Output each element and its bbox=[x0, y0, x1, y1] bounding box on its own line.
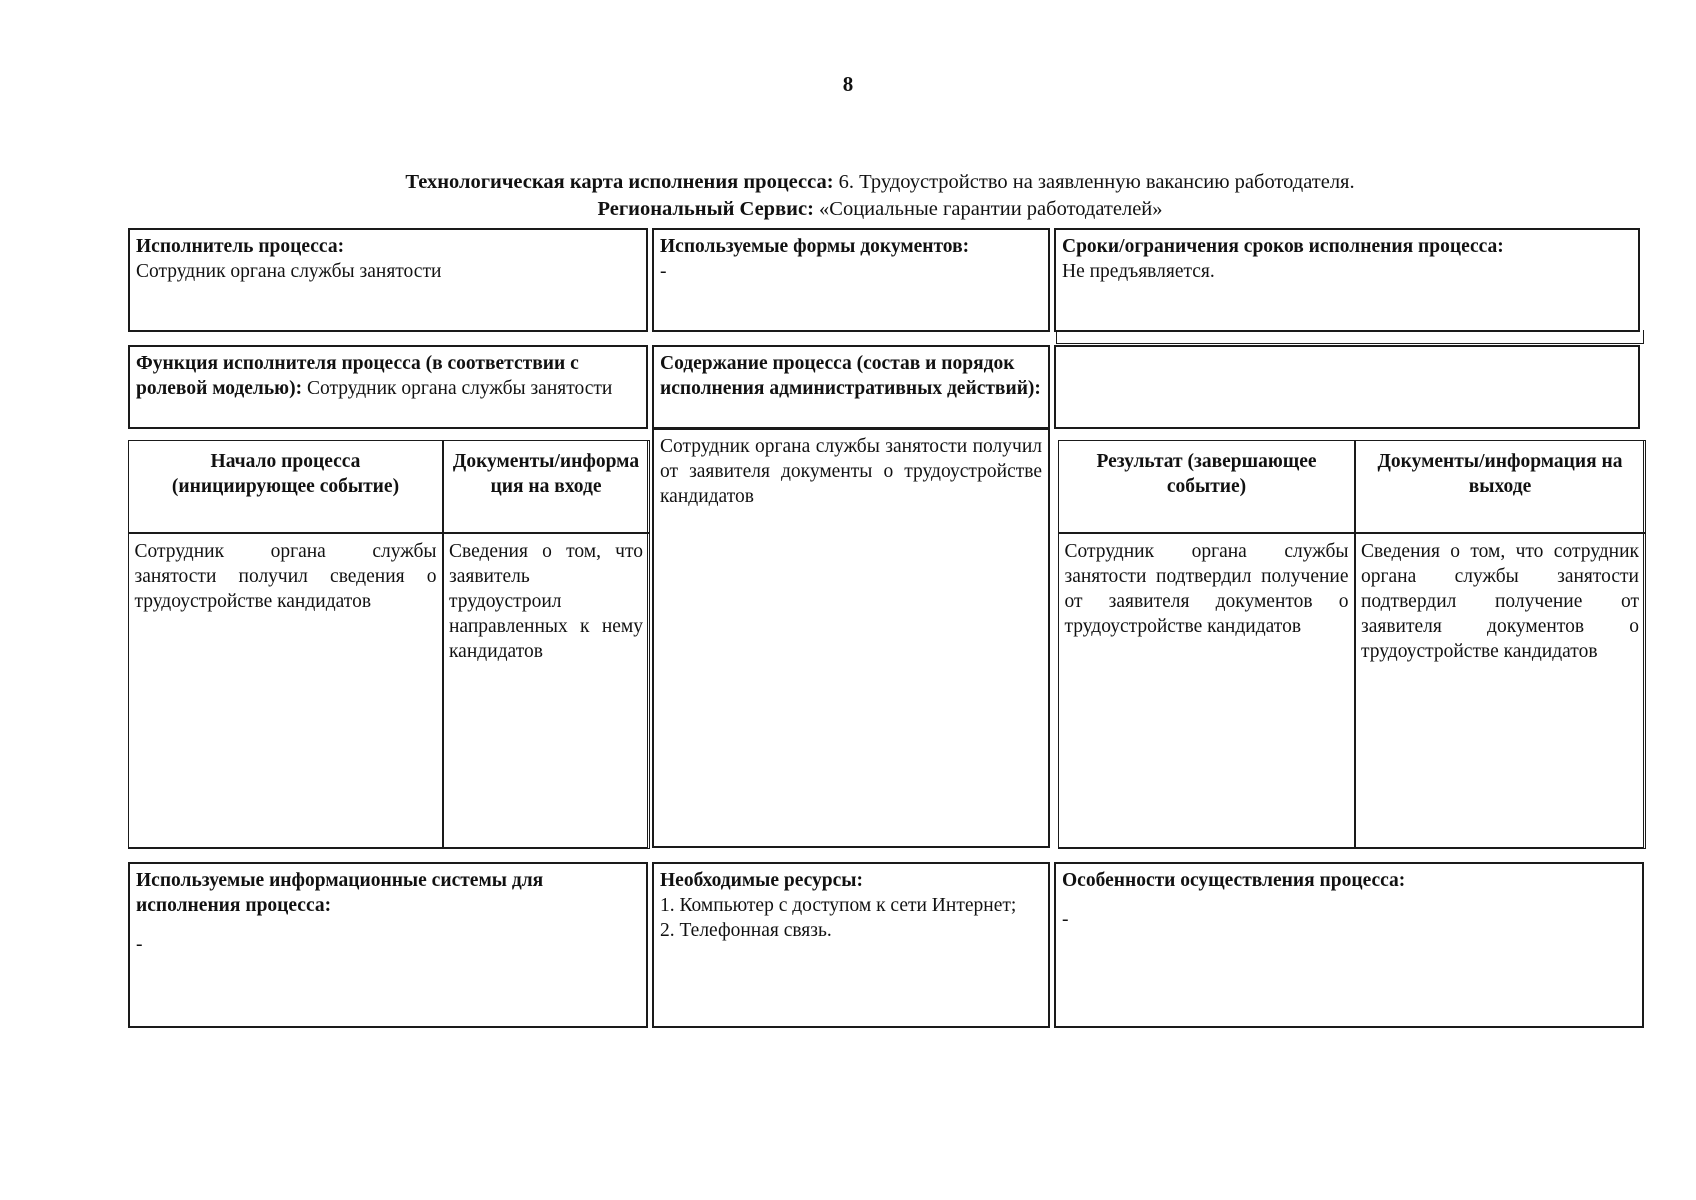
result-value: Сотрудник органа службы занятости подтвердил получение от заявителя документов о трудоустройстве кандидатов bbox=[1064, 541, 1349, 637]
systems-label: Используемые информационные системы для исполнения процесса: bbox=[136, 870, 544, 916]
terms-value: Не предъявляется. bbox=[1062, 261, 1215, 282]
output-docs-header: Документы/информация на выходе bbox=[1377, 450, 1623, 497]
executor-value: Сотрудник органа службы занятости bbox=[136, 261, 442, 282]
forms-label: Используемые формы документов: bbox=[660, 236, 970, 257]
input-docs-value: Сведения о том, что заявитель трудоустроил направленных к нему кандидатов bbox=[449, 541, 643, 662]
resources-box bbox=[652, 862, 1050, 1028]
content-label: Содержание процесса (состав и порядок исполнения административных действий): bbox=[660, 353, 1041, 399]
features-box bbox=[1054, 862, 1644, 1028]
start-header: Начало процесса (инициирующее событие) bbox=[171, 450, 400, 497]
output-docs-value: Сведения о том, что сотрудник органа службы занятости подтвердил получение от заявителя документов о трудоустройстве кандидатов bbox=[1361, 541, 1639, 662]
title-label: Технологическая карта исполнения процесса: bbox=[405, 171, 834, 193]
subtitle-label: Региональный Сервис: bbox=[597, 198, 814, 220]
function-label: Функция исполнителя процесса (в соответствии с ролевой моделью): bbox=[136, 353, 579, 399]
document-subtitle bbox=[0, 198, 1696, 221]
terms-label: Сроки/ограничения сроков исполнения процесса: bbox=[1062, 236, 1504, 257]
start-table bbox=[128, 440, 648, 848]
subtitle-service: «Социальные гарантии работодателей» bbox=[813, 198, 1163, 220]
start-value: Сотрудник органа службы занятости получил сведения о трудоустройстве кандидатов bbox=[134, 541, 437, 612]
executor-label: Исполнитель процесса: bbox=[136, 236, 345, 257]
result-header: Результат (завершающее событие) bbox=[1096, 450, 1317, 497]
output-docs-value-cell bbox=[1354, 532, 1646, 849]
content-label-box bbox=[652, 345, 1050, 429]
function-box bbox=[128, 345, 648, 429]
content-value: Сотрудник органа службы занятости получил от заявителя документы о трудоустройстве кандидатов bbox=[660, 436, 1042, 507]
terms-box bbox=[1054, 228, 1640, 332]
terms-box-extra-strip bbox=[1056, 330, 1644, 344]
input-docs-value-cell bbox=[442, 532, 650, 849]
resources-item-2: 2. Телефонная связь. bbox=[660, 920, 832, 941]
resources-label: Необходимые ресурсы: bbox=[660, 870, 864, 891]
function-value: Сотрудник органа службы занятости bbox=[302, 378, 613, 399]
start-header-cell bbox=[128, 440, 444, 534]
document-title bbox=[0, 171, 1696, 194]
features-value: - bbox=[1062, 909, 1069, 930]
executor-box bbox=[128, 228, 648, 332]
resources-item-1: 1. Компьютер с доступом к сети Интернет; bbox=[660, 895, 1017, 916]
content-box bbox=[652, 428, 1050, 848]
output-docs-header-cell bbox=[1354, 440, 1646, 534]
forms-box bbox=[652, 228, 1050, 332]
systems-value: - bbox=[136, 934, 143, 955]
result-value-cell bbox=[1058, 532, 1356, 849]
page-number: 8 bbox=[842, 72, 854, 96]
title-process: 6. Трудоустройство на заявленную вакансию работодателя. bbox=[833, 171, 1355, 193]
start-value-cell bbox=[128, 532, 444, 849]
features-label: Особенности осуществления процесса: bbox=[1062, 870, 1406, 891]
input-docs-header: Документы/информация на входе bbox=[452, 450, 640, 497]
input-docs-header-cell bbox=[442, 440, 650, 534]
result-table bbox=[1058, 440, 1644, 848]
empty-box bbox=[1054, 345, 1640, 429]
systems-box bbox=[128, 862, 648, 1028]
result-header-cell bbox=[1058, 440, 1356, 534]
forms-value: - bbox=[660, 261, 667, 282]
